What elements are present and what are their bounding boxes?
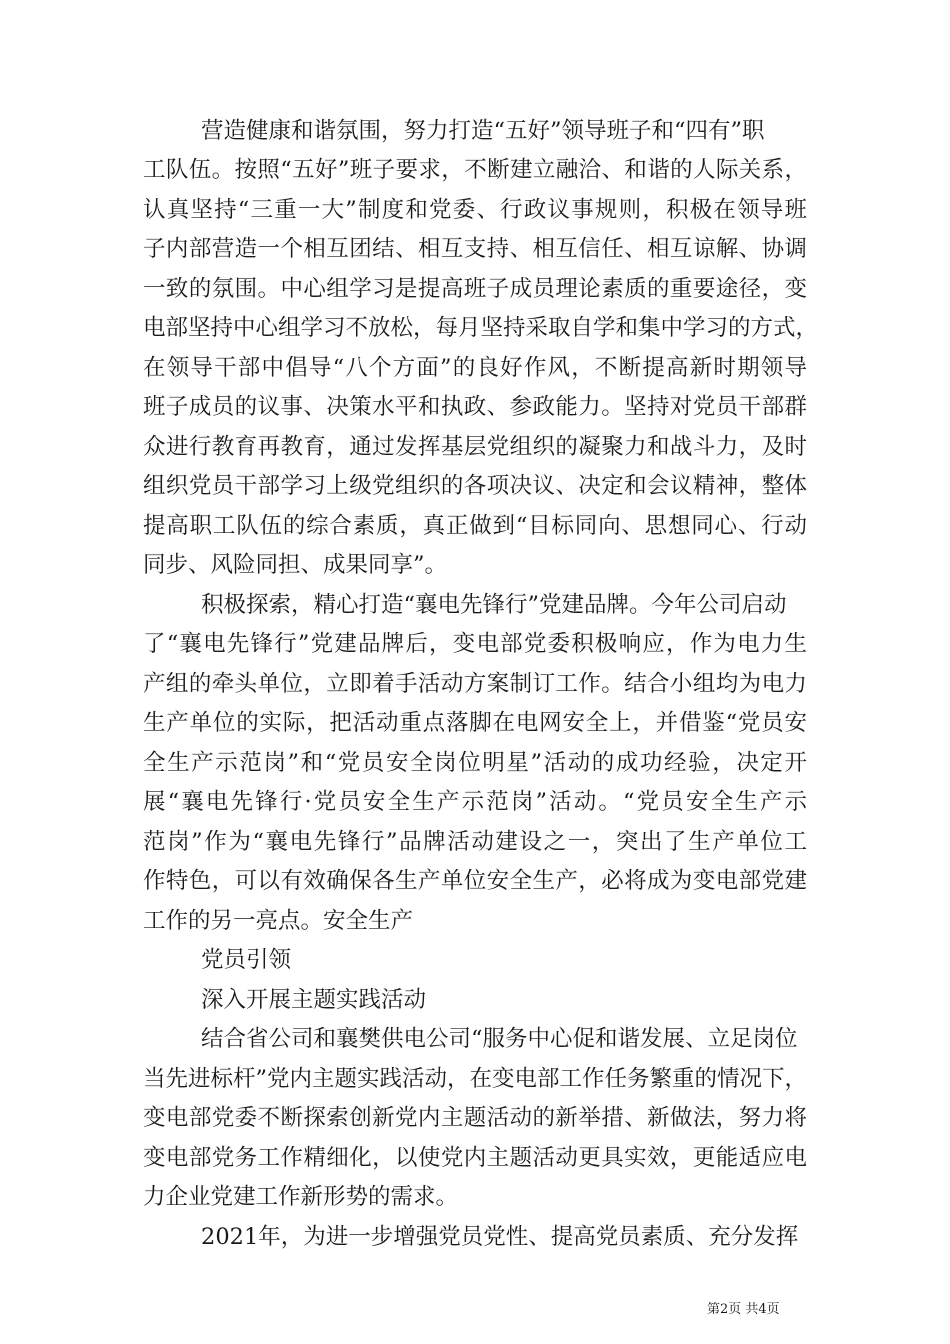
section-heading: 深入开展主题实践活动 bbox=[201, 987, 427, 1013]
page-number-footer: 第2页 共4页 bbox=[707, 1302, 780, 1317]
text-line: 工作的另一亮点。安全生产 bbox=[143, 908, 414, 934]
text-line: 子内部营造一个相互团结、相互支持、相互信任、相互谅解、协调 bbox=[143, 236, 807, 262]
text-line: 在领导干部中倡导“八个方面”的良好作风，不断提高新时期领导 bbox=[143, 355, 807, 381]
text-line: 展“襄电先锋行·党员安全生产示范岗”活动。“党员安全生产示 bbox=[143, 789, 807, 815]
text-line: 力企业党建工作新形势的需求。 bbox=[143, 1184, 459, 1210]
text-line: 全生产示范岗”和“党员安全岗位明星”活动的成功经验，决定开 bbox=[143, 750, 807, 776]
text-line: 结合省公司和襄樊供电公司“服务中心促和谐发展、立足岗位 bbox=[201, 1026, 798, 1052]
text-line: 工队伍。按照“五好”班子要求，不断建立融洽、和谐的人际关系， bbox=[143, 157, 807, 183]
text-line: 当先进标杆”党内主题实践活动，在变电部工作任务繁重的情况下， bbox=[143, 1066, 808, 1092]
text-line: 变电部党务工作精细化，以使党内主题活动更具实效，更能适应电 bbox=[143, 1145, 807, 1171]
text-line: 电部坚持中心组学习不放松，每月坚持采取自学和集中学习的方式， bbox=[143, 315, 819, 341]
text-line: 组织党员干部学习上级党组织的各项决议、决定和会议精神，整体 bbox=[143, 473, 807, 499]
text-line: 班子成员的议事、决策水平和执政、参政能力。坚持对党员干部群 bbox=[143, 394, 807, 420]
text-line: 变电部党委不断探索创新党内主题活动的新举措、新做法，努力将 bbox=[143, 1105, 807, 1131]
text-line: 同步、风险同担、成果同享”。 bbox=[143, 552, 448, 578]
text-line: 了“襄电先锋行”党建品牌后，变电部党委积极响应，作为电力生 bbox=[143, 631, 807, 657]
text-line: 产组的牵头单位，立即着手活动方案制订工作。结合小组均为电力 bbox=[143, 671, 807, 697]
text-line: 生产单位的实际，把活动重点落脚在电网安全上，并借鉴“党员安 bbox=[143, 710, 807, 736]
text-line: 提高职工队伍的综合素质，真正做到“目标同向、思想同心、行动 bbox=[143, 513, 807, 539]
text-line: 营造健康和谐氛围，努力打造“五好”领导班子和“四有”职 bbox=[201, 118, 765, 144]
text-line: 2021年，为进一步增强党员党性、提高党员素质、充分发挥 bbox=[201, 1224, 799, 1250]
text-line: 作特色，可以有效确保各生产单位安全生产，必将成为变电部党建 bbox=[143, 868, 807, 894]
section-heading: 党员引领 bbox=[201, 947, 292, 973]
text-line: 积极探索，精心打造“襄电先锋行”党建品牌。今年公司启动 bbox=[201, 592, 787, 618]
text-line: 众进行教育再教育，通过发挥基层党组织的凝聚力和战斗力，及时 bbox=[143, 434, 807, 460]
text-line: 一致的氛围。中心组学习是提高班子成员理论素质的重要途径，变 bbox=[143, 276, 807, 302]
text-line: 认真坚持“三重一大”制度和党委、行政议事规则，积极在领导班 bbox=[143, 197, 807, 223]
text-line: 范岗”作为“襄电先锋行”品牌活动建设之一，突出了生产单位工 bbox=[143, 829, 807, 855]
